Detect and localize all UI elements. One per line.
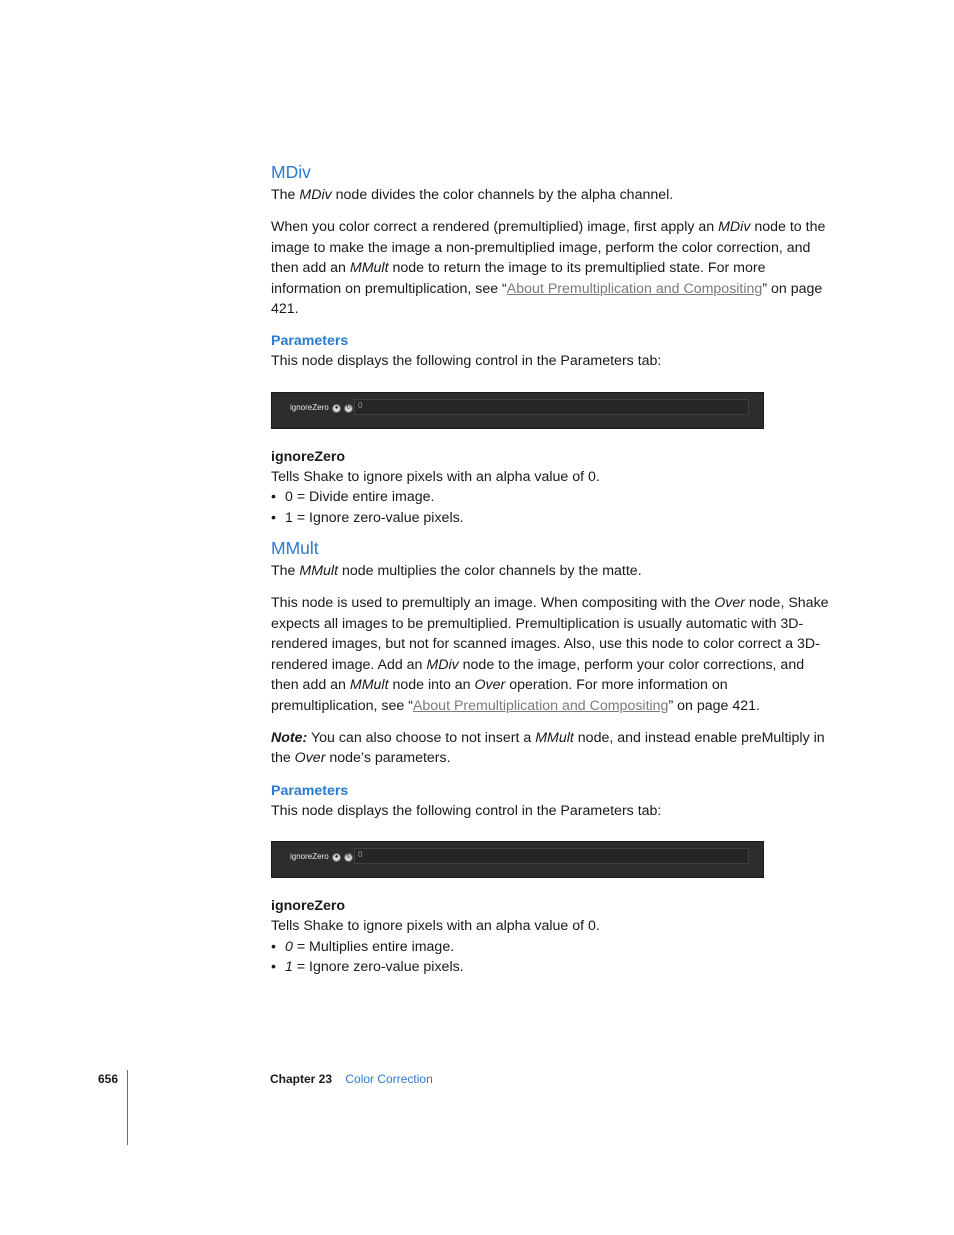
emphasis-text: Over	[294, 750, 326, 767]
text-run: The	[271, 187, 300, 203]
emphasis-text: Over	[474, 677, 506, 694]
page-content	[271, 160, 831, 977]
text-run: node into an	[388, 677, 475, 694]
mdiv-parameters-intro: This node displays the following control in the Parameters tab:	[271, 353, 662, 370]
emphasis-text: MDiv	[718, 219, 751, 236]
chapter-footer	[270, 1072, 433, 1086]
mmult-ignorezero-control-image	[271, 841, 764, 878]
mmult-intro	[271, 561, 831, 581]
text-run: node divides the color channels by the alpha channel.	[331, 187, 674, 203]
mmult-note	[271, 728, 831, 769]
emphasis-text: Over	[714, 595, 745, 612]
text-run: 0 = Divide entire image.	[285, 489, 435, 506]
expression-icon: ↻	[345, 404, 352, 411]
page-number: 656	[98, 1072, 119, 1086]
text-run: ” on page 421.	[668, 697, 760, 714]
list-item: • 1 = Ignore zero-value pixels.	[271, 509, 464, 526]
emphasis-text: MMult	[349, 677, 389, 694]
emphasis-text: MDiv	[426, 656, 459, 673]
text-run: operation. For more information on premultiplication, see “	[271, 677, 728, 714]
text-run: node’s parameters.	[325, 750, 451, 767]
control-value-field	[354, 399, 749, 415]
cross-reference-link[interactable]: About Premultiplication and Compositing	[506, 280, 763, 297]
emphasis-text: MDiv	[299, 187, 332, 203]
mmult-parameters-heading: Parameters	[271, 782, 349, 799]
control-label: ignoreZero	[290, 402, 329, 412]
list-item: • 0 = Multiplies entire image.	[271, 938, 455, 955]
emphasis-text: MMult	[299, 563, 339, 580]
section-mdiv	[271, 160, 831, 528]
control-label: ignoreZero	[290, 852, 329, 862]
expression-icon: ↻	[345, 854, 352, 861]
section-mmult	[271, 536, 831, 977]
control-value: 0	[358, 850, 363, 860]
mdiv-intro	[271, 185, 831, 205]
mmult-description	[271, 593, 831, 715]
emphasis-text: 1	[285, 958, 293, 975]
text-run: When you color correct a rendered (premultiplied) image, first apply an	[271, 219, 719, 236]
text-run: node to the image, perform your color corrections, and then add an	[271, 656, 805, 694]
footer-divider	[127, 1070, 128, 1145]
note-label: Note:	[271, 729, 308, 746]
chapter-title: Color Correction	[345, 1072, 433, 1086]
list-item: • 0 = Divide entire image.	[271, 489, 435, 506]
control-value: 0	[358, 400, 363, 410]
emphasis-text: MMult	[535, 729, 574, 746]
list-item: • 1 = Ignore zero-value pixels.	[271, 958, 464, 975]
chapter-number: Chapter 23	[270, 1072, 333, 1086]
mmult-param-description: Tells Shake to ignore pixels with an alpha value of 0.	[271, 918, 600, 935]
mdiv-parameters-heading: Parameters	[271, 333, 349, 350]
text-run: = Ignore zero-value pixels.	[292, 958, 464, 975]
mdiv-description	[271, 217, 831, 319]
text-run: = Multiplies entire image.	[292, 938, 455, 955]
text-run: node multiplies the color channels by the matte.	[338, 563, 642, 580]
section-title-mmult: MMult	[271, 538, 319, 559]
text-run: node to the image to make the image a non-premultiplied image, perform the color correction, and then add an	[271, 219, 826, 277]
mdiv-bullet-list	[271, 487, 831, 528]
text-run: 1 = Ignore zero-value pixels.	[285, 509, 464, 526]
text-run: node, and instead enable preMultiply in the	[271, 729, 825, 767]
mmult-param-name: ignoreZero	[271, 898, 346, 915]
animate-icon: ●	[332, 404, 341, 413]
mdiv-ignorezero-control-image	[271, 392, 764, 429]
section-title-mdiv: MDiv	[271, 162, 311, 182]
text-run: The	[271, 563, 300, 580]
animate-icon: ●	[332, 853, 341, 862]
mdiv-param-name: ignoreZero	[271, 448, 346, 465]
text-run: node to return the image to its premultiplied state. For more information on premultiplication, see “	[271, 260, 766, 297]
mmult-bullet-list	[271, 937, 831, 978]
text-run: This node is used to premultiply an image. When compositing with the	[271, 595, 715, 612]
mmult-parameters-intro: This node displays the following control in the Parameters tab:	[271, 802, 662, 819]
text-run: node, Shake expects all images to be premultiplied. Premultiplication is usually automatic with 3D-rendered images, but not for scanned images. Also, use this node to color correct a 3D-rendered image. Add an	[271, 595, 829, 673]
emphasis-text: MMult	[349, 260, 389, 277]
mdiv-param-description: Tells Shake to ignore pixels with an alpha value of 0.	[271, 468, 600, 485]
control-value-field	[354, 848, 749, 864]
text-run: You can also choose to not insert a	[307, 729, 536, 746]
emphasis-text: 0	[285, 938, 293, 955]
text-run: ” on page 421.	[271, 280, 823, 318]
cross-reference-link[interactable]: About Premultiplication and Compositing	[412, 697, 669, 714]
